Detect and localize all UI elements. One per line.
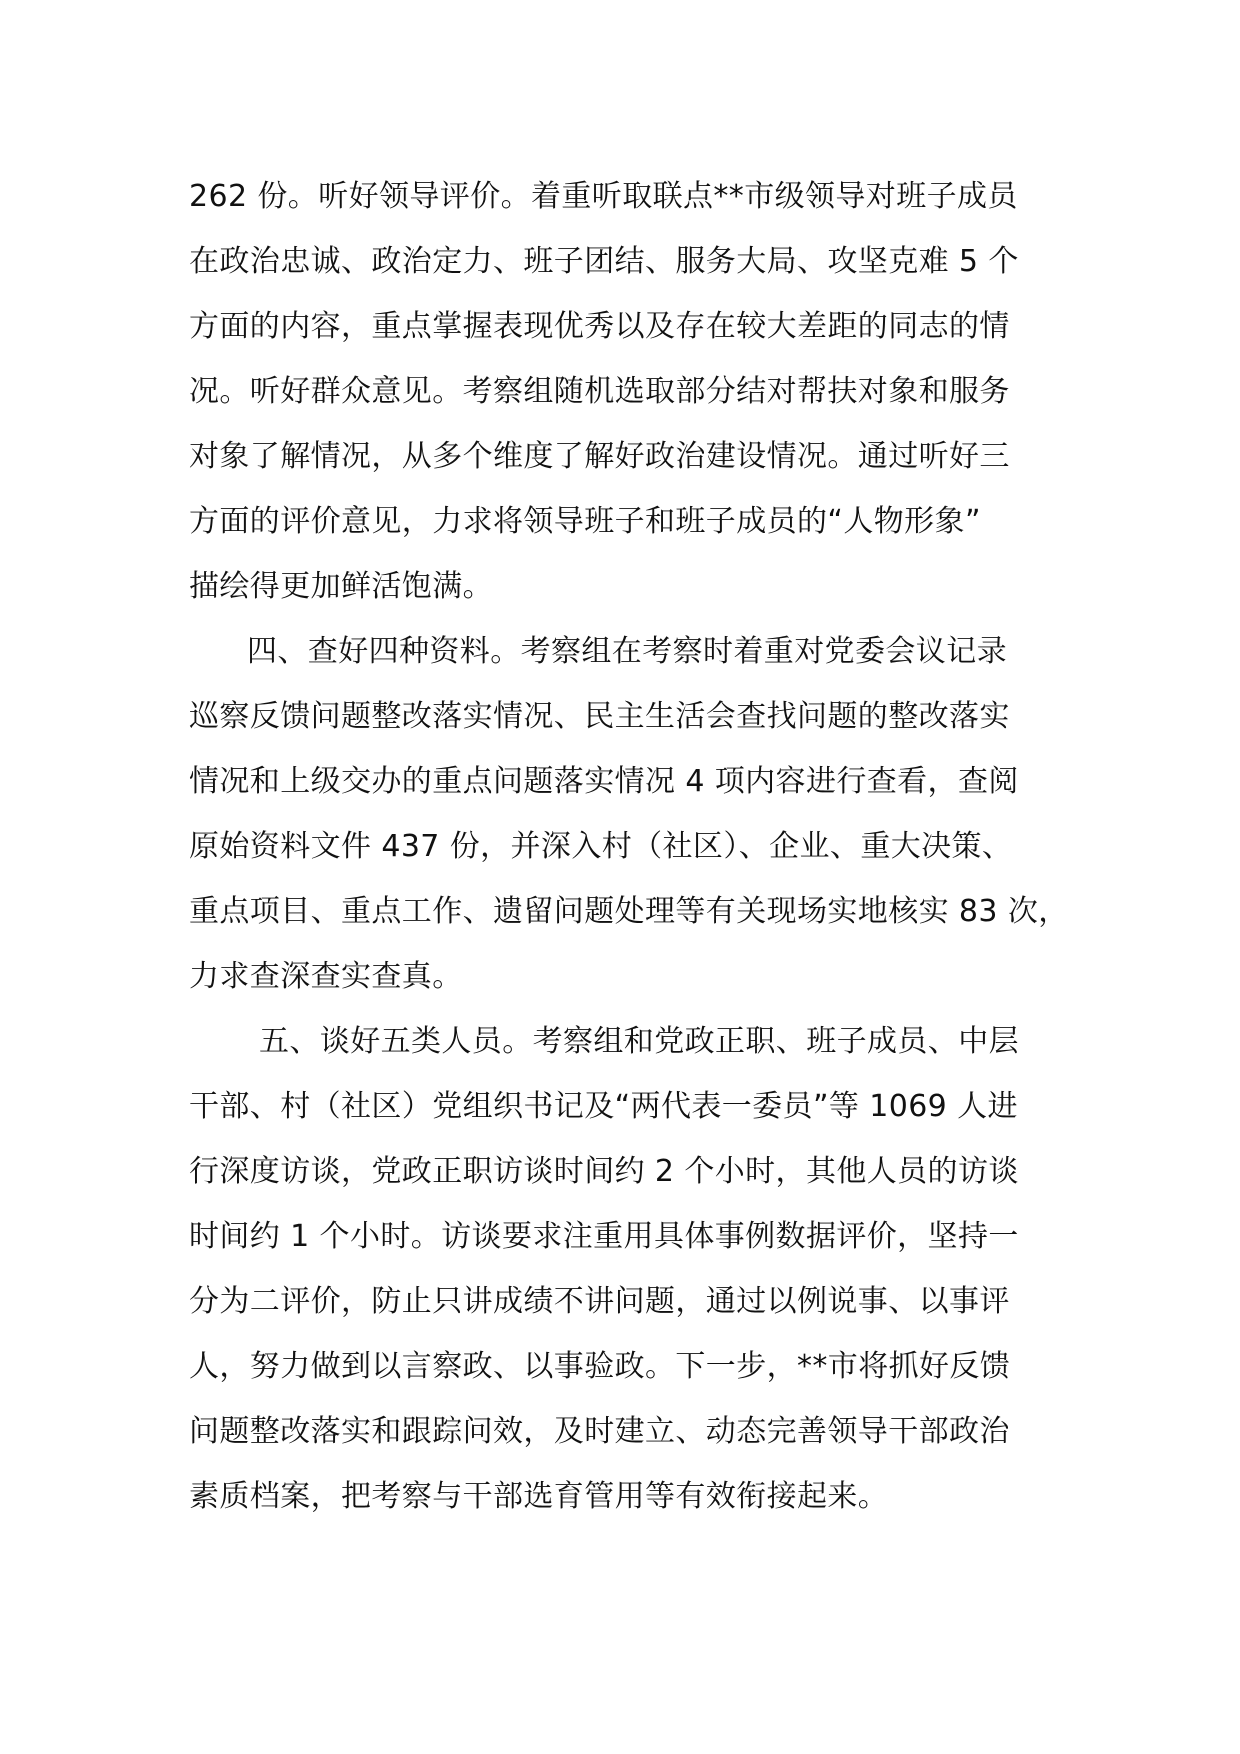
text-line: 时间约 1 个小时。访谈要求注重用具体事例数据评价，坚持一: [189, 1219, 1019, 1254]
text-line: 素质档案，把考察与干部选育管用等有效衔接起来。: [189, 1479, 889, 1514]
text-line: 巡察反馈问题整改落实情况、民主生活会查找问题的整改落实: [189, 699, 1010, 734]
text-line: 力求查深查实查真。: [189, 959, 463, 994]
body-text: [189, 168, 1089, 1533]
text-line: 行深度访谈，党政正职访谈时间约 2 个小时，其他人员的访谈: [189, 1154, 1019, 1189]
text-line: 方面的评价意见，力求将领导班子和班子成员的“人物形象”: [189, 504, 981, 539]
text-line: 况。听好群众意见。考察组随机选取部分结对帮扶对象和服务: [189, 374, 1010, 409]
paragraph-heading-line: 四、查好四种资料。考察组在考察时着重对党委会议记录: [247, 634, 1007, 669]
text-line: 干部、村（社区）党组织书记及“两代表一委员”等 1069 人进: [189, 1089, 1018, 1124]
text-line: 分为二评价，防止只讲成绩不讲问题，通过以例说事、以事评: [189, 1284, 1010, 1319]
text-line: 描绘得更加鲜活饱满。: [189, 569, 493, 604]
text-line: 对象了解情况，从多个维度了解好政治建设情况。通过听好三: [189, 439, 1010, 474]
text-line: 方面的内容，重点掌握表现优秀以及存在较大差距的同志的情: [189, 309, 1010, 344]
text-line: 在政治忠诚、政治定力、班子团结、服务大局、攻坚克难 5 个: [189, 244, 1019, 279]
paragraph-heading-line: 五、谈好五类人员。考察组和党政正职、班子成员、中层: [259, 1024, 1019, 1059]
text-line: 人，努力做到以言察政、以事验政。下一步，**市将抓好反馈: [189, 1349, 1011, 1384]
text-line: 262 份。听好领导评价。着重听取联点**市级领导对班子成员: [189, 179, 1018, 214]
text-line: 重点项目、重点工作、遗留问题处理等有关现场实地核实 83 次，: [189, 894, 1069, 929]
text-line: 原始资料文件 437 份，并深入村（社区）、企业、重大决策、: [189, 829, 1013, 864]
text-line: 问题整改落实和跟踪问效，及时建立、动态完善领导干部政治: [189, 1414, 1010, 1449]
text-line: 情况和上级交办的重点问题落实情况 4 项内容进行查看，查阅: [189, 764, 1019, 799]
